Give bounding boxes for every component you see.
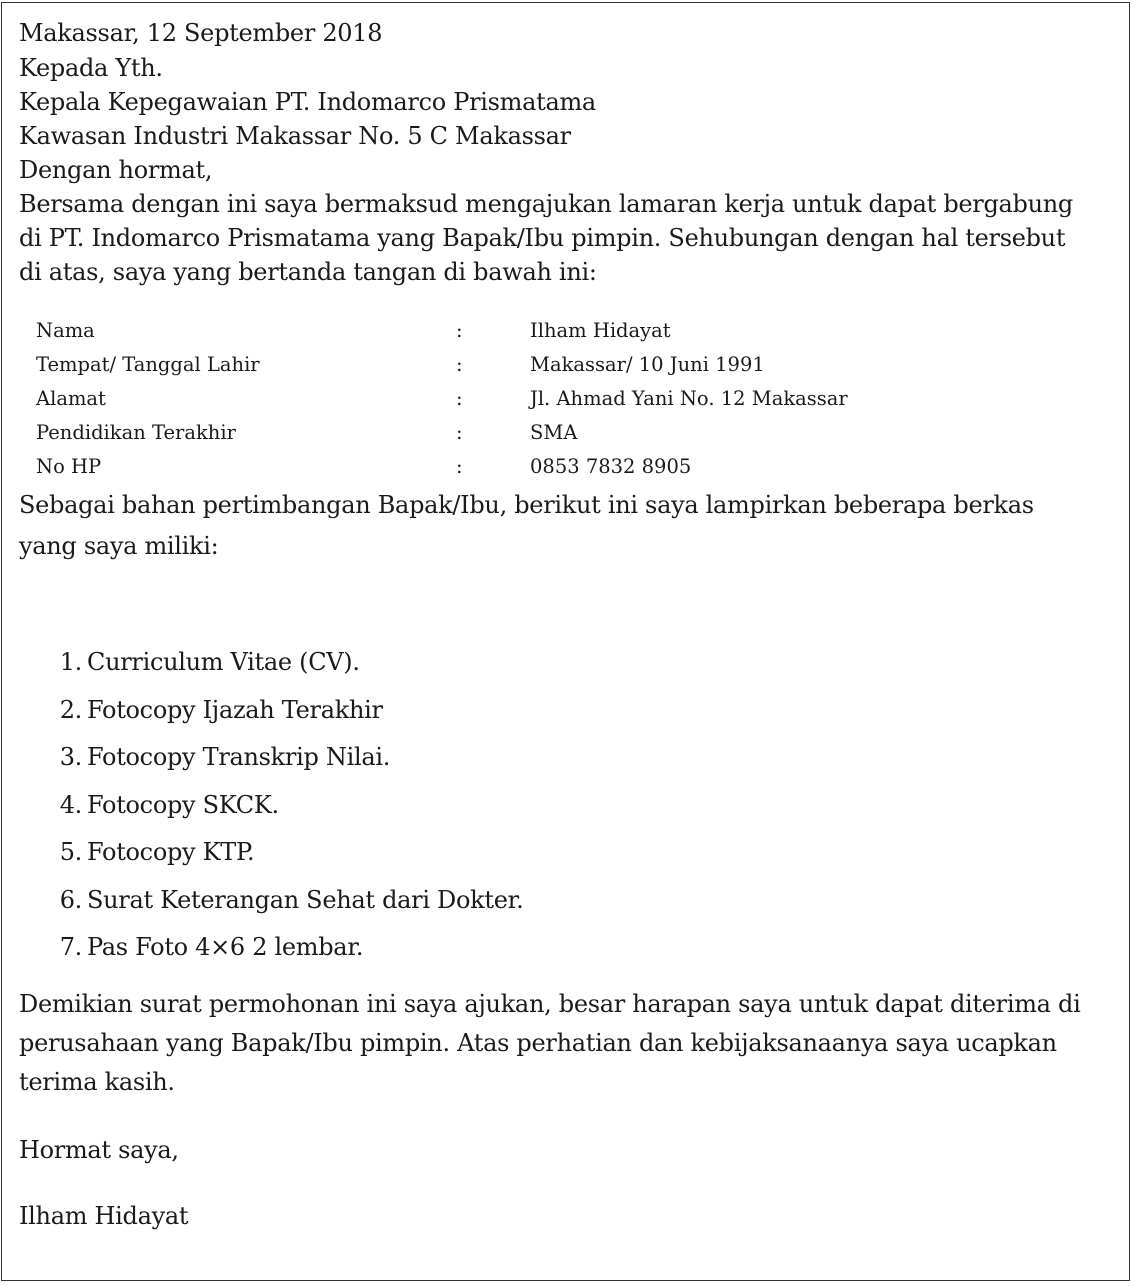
attachment-number: 5. — [59, 838, 82, 866]
recipient-line-3: Kawasan Industri Makassar No. 5 C Makassar — [19, 122, 571, 150]
attachment-number: 4. — [59, 791, 82, 819]
detail-value: Ilham Hidayat — [530, 319, 671, 342]
detail-separator: : — [456, 353, 463, 376]
intro-line-3: di atas, saya yang bertanda tangan di bawah ini: — [19, 258, 597, 286]
closing-line-2: perusahaan yang Bapak/Ibu pimpin. Atas perhatian dan kebijaksanaanya saya ucapkan — [19, 1029, 1057, 1057]
recipient-line-1: Kepada Yth. — [19, 54, 163, 82]
greeting: Dengan hormat, — [19, 156, 213, 184]
detail-label: Nama — [36, 319, 95, 342]
detail-label: Tempat/ Tanggal Lahir — [36, 353, 260, 376]
attachments-intro-line-1: Sebagai bahan pertimbangan Bapak/Ibu, berikut ini saya lampirkan beberapa berkas — [19, 491, 1034, 519]
attachment-text: Fotocopy KTP. — [87, 838, 255, 866]
attachment-number: 6. — [59, 886, 82, 914]
detail-value: Makassar/ 10 Juni 1991 — [530, 353, 765, 376]
detail-separator: : — [456, 319, 463, 342]
attachment-number: 7. — [59, 933, 82, 961]
date-line: Makassar, 12 September 2018 — [19, 19, 383, 47]
detail-label: No HP — [36, 455, 102, 478]
intro-line-2: di PT. Indomarco Prismatama yang Bapak/Ibu pimpin. Sehubungan dengan hal tersebut — [19, 224, 1066, 252]
detail-value: 0853 7832 8905 — [530, 455, 692, 478]
closing-line-1: Demikian surat permohonan ini saya ajukan, besar harapan saya untuk dapat diterima di — [19, 990, 1081, 1018]
detail-separator: : — [456, 455, 463, 478]
detail-row-education — [36, 416, 936, 450]
detail-value: Jl. Ahmad Yani No. 12 Makassar — [530, 387, 848, 410]
detail-separator: : — [456, 387, 463, 410]
detail-row-nama — [36, 314, 936, 348]
detail-label: Pendidikan Terakhir — [36, 421, 236, 444]
detail-value: SMA — [530, 421, 578, 444]
detail-row-phone — [36, 450, 936, 484]
attachments-intro-line-2: yang saya miliki: — [19, 532, 219, 560]
signature-name: Ilham Hidayat — [19, 1202, 189, 1230]
intro-line-1: Bersama dengan ini saya bermaksud mengajukan lamaran kerja untuk dapat bergabung — [19, 190, 1073, 218]
attachment-text: Fotocopy SKCK. — [87, 791, 279, 819]
detail-separator: : — [456, 421, 463, 444]
signoff: Hormat saya, — [19, 1136, 179, 1164]
attachment-text: Curriculum Vitae (CV). — [87, 648, 360, 676]
attachment-text: Fotocopy Ijazah Terakhir — [87, 696, 383, 724]
attachment-text: Surat Keterangan Sehat dari Dokter. — [87, 886, 524, 914]
detail-row-address — [36, 382, 936, 416]
attachment-text: Fotocopy Transkrip Nilai. — [87, 743, 391, 771]
detail-label: Alamat — [36, 387, 106, 410]
closing-line-3: terima kasih. — [19, 1068, 175, 1096]
attachment-number: 2. — [59, 696, 82, 724]
attachment-text: Pas Foto 4×6 2 lembar. — [87, 933, 364, 961]
attachment-number: 1. — [59, 648, 82, 676]
recipient-line-2: Kepala Kepegawaian PT. Indomarco Prismatama — [19, 88, 596, 116]
attachment-number: 3. — [59, 743, 82, 771]
detail-row-birth — [36, 348, 936, 382]
